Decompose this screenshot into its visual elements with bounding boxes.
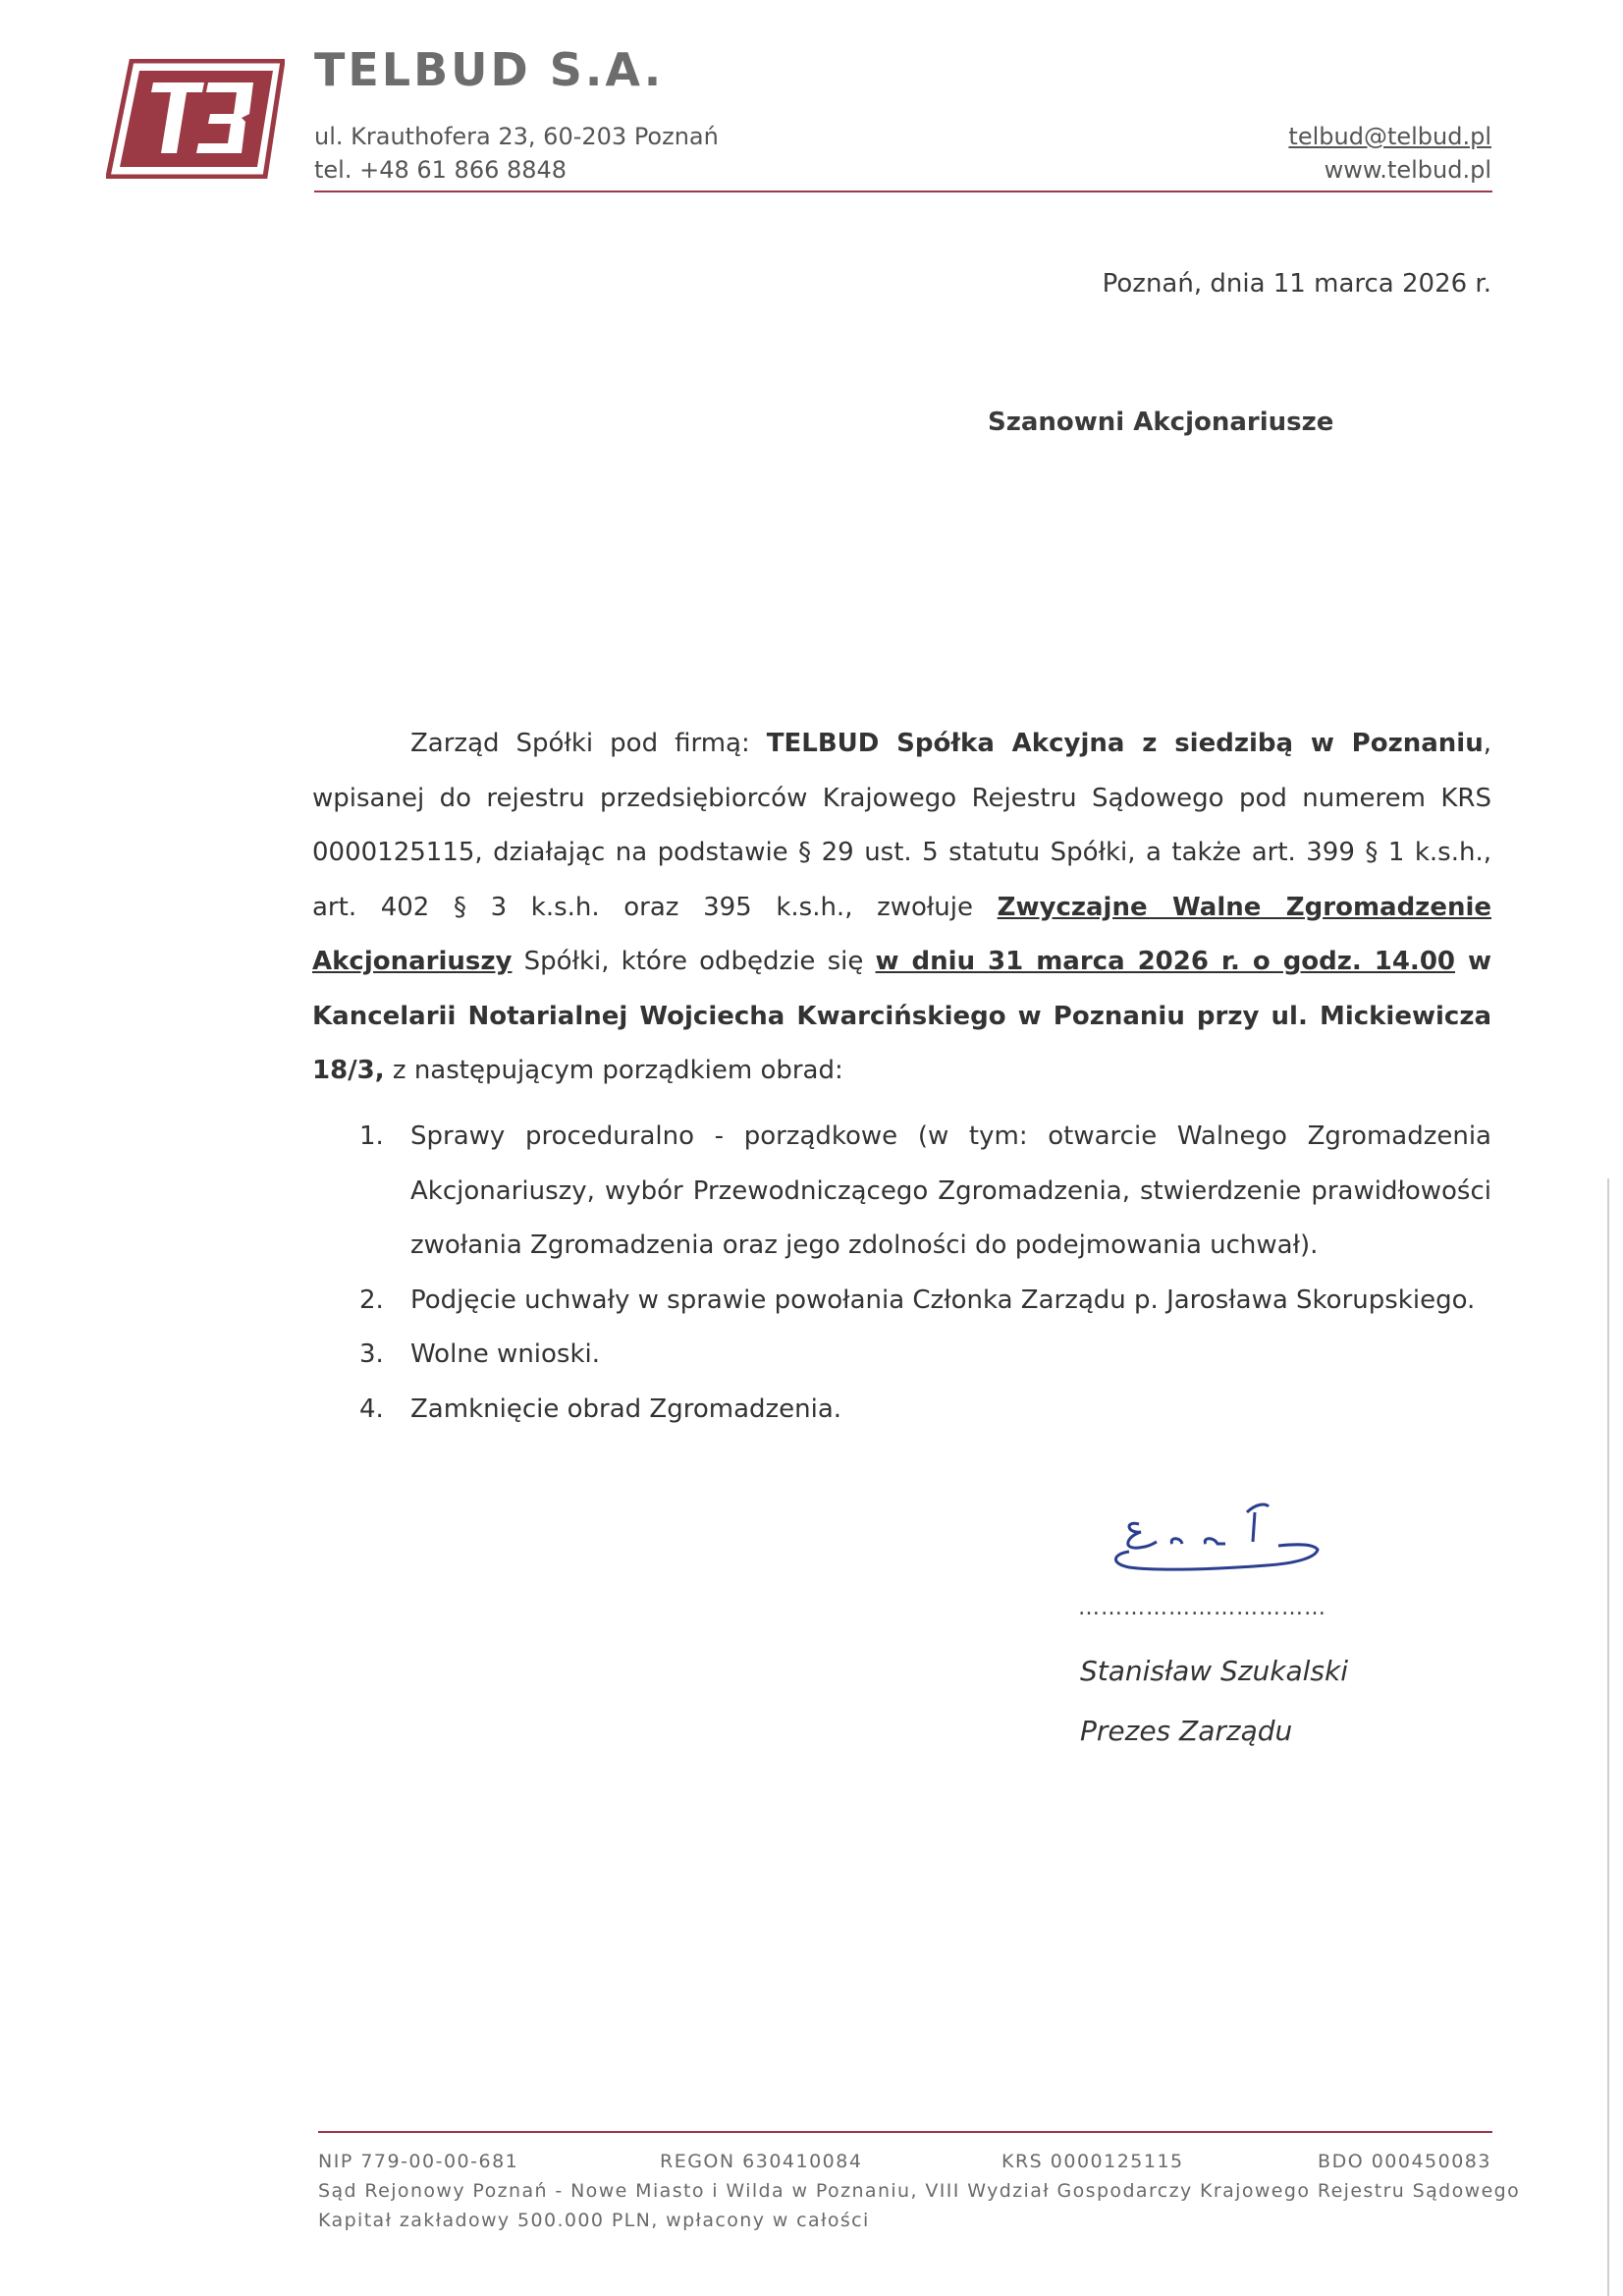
body-text-1: Zarząd Spółki pod firmą: xyxy=(410,729,767,758)
agenda-number: 2. xyxy=(359,1285,384,1315)
company-name: TELBUD S.A. xyxy=(314,43,665,96)
agenda-text: Sprawy proceduralno - porządkowe (w tym: otwarcie Walnego Zgromadzenia Akcjonariuszy, wybór Przewodniczącego Zgromadzenia, stwierdzenie prawidłowości zwołania Zgromadzenia oraz jego zdolności do podejmowania uchwał). xyxy=(410,1121,1491,1260)
signature-line: …………………………… xyxy=(1078,1596,1326,1620)
handwritten-signature xyxy=(1070,1493,1384,1601)
footer-nip: NIP 779-00-00-681 xyxy=(318,2151,519,2172)
signatory-title: Prezes Zarządu xyxy=(1080,1715,1293,1747)
agenda-item xyxy=(359,1110,1491,1274)
body-paragraph xyxy=(312,717,1491,1099)
body-text-2: , wpisanej do rejestru przedsiębiorców Krajowego Rejestru Sądowego pod numerem KRS 0000125115, działając na podstawie § 29 ust. 5 statutu Spółki, a także art. 399 § 1 k.s.h., art. 402 § 3 k.s.h. oraz 395 k.s.h., zwołuje xyxy=(312,729,1491,922)
footer-regon: REGON 630410084 xyxy=(660,2151,863,2172)
footer-divider xyxy=(318,2131,1492,2133)
company-phone: tel. +48 61 866 8848 xyxy=(314,156,568,184)
header-address-block xyxy=(314,120,719,187)
letter-body xyxy=(312,717,1491,1099)
body-text-4: z następującym porządkiem obrad: xyxy=(384,1056,843,1085)
header-divider xyxy=(314,191,1492,192)
footer-bdo: BDO 000450083 xyxy=(1318,2151,1491,2172)
agenda-number: 1. xyxy=(359,1121,384,1151)
agenda-text: Podjęcie uchwały w sprawie powołania Członka Zarządu p. Jarosława Skorupskiego. xyxy=(410,1285,1476,1315)
agenda-text: Wolne wnioski. xyxy=(410,1339,601,1369)
company-full-name: TELBUD Spółka Akcyjna z siedzibą w Poznaniu xyxy=(766,729,1484,758)
letter-date: Poznań, dnia 11 marca 2026 r. xyxy=(1102,269,1491,299)
agenda-list xyxy=(359,1110,1491,1437)
agenda-text: Zamknięcie obrad Zgromadzenia. xyxy=(410,1394,842,1424)
company-website[interactable]: www.telbud.pl xyxy=(1324,156,1491,184)
agenda-item xyxy=(359,1328,1491,1383)
agenda-number: 3. xyxy=(359,1339,384,1369)
footer-court: Sąd Rejonowy Poznań - Nowe Miasto i Wilda w Poznaniu, VIII Wydział Gospodarczy Krajowego Rejestru Sądowego xyxy=(318,2180,1521,2202)
footer-krs: KRS 0000125115 xyxy=(1001,2151,1184,2172)
company-address: ul. Krauthofera 23, 60-203 Poznań xyxy=(314,123,719,150)
company-logo xyxy=(106,59,285,179)
agenda-item xyxy=(359,1274,1491,1329)
meeting-place: w Kancelarii Notarialnej Wojciecha Kwarcińskiego w Poznaniu przy ul. Mickiewicza 18/3, xyxy=(312,947,1491,1085)
header-contact-block xyxy=(1288,120,1491,187)
scan-edge xyxy=(1607,1178,1609,2296)
body-text-3: Spółki, które odbędzie się xyxy=(512,947,876,976)
meeting-name: Zwyczajne Walne Zgromadzenie Akcjonariuszy xyxy=(312,892,1492,976)
salutation: Szanowni Akcjonariusze xyxy=(988,408,1334,437)
agenda-item xyxy=(359,1383,1491,1438)
meeting-date: w dniu 31 marca 2026 r. o godz. 14.00 xyxy=(875,947,1455,976)
company-email-link[interactable]: telbud@telbud.pl xyxy=(1288,123,1491,150)
signatory-name: Stanisław Szukalski xyxy=(1080,1655,1348,1687)
footer-capital: Kapitał zakładowy 500.000 PLN, wpłacony w całości xyxy=(318,2210,870,2231)
agenda-number: 4. xyxy=(359,1394,384,1424)
